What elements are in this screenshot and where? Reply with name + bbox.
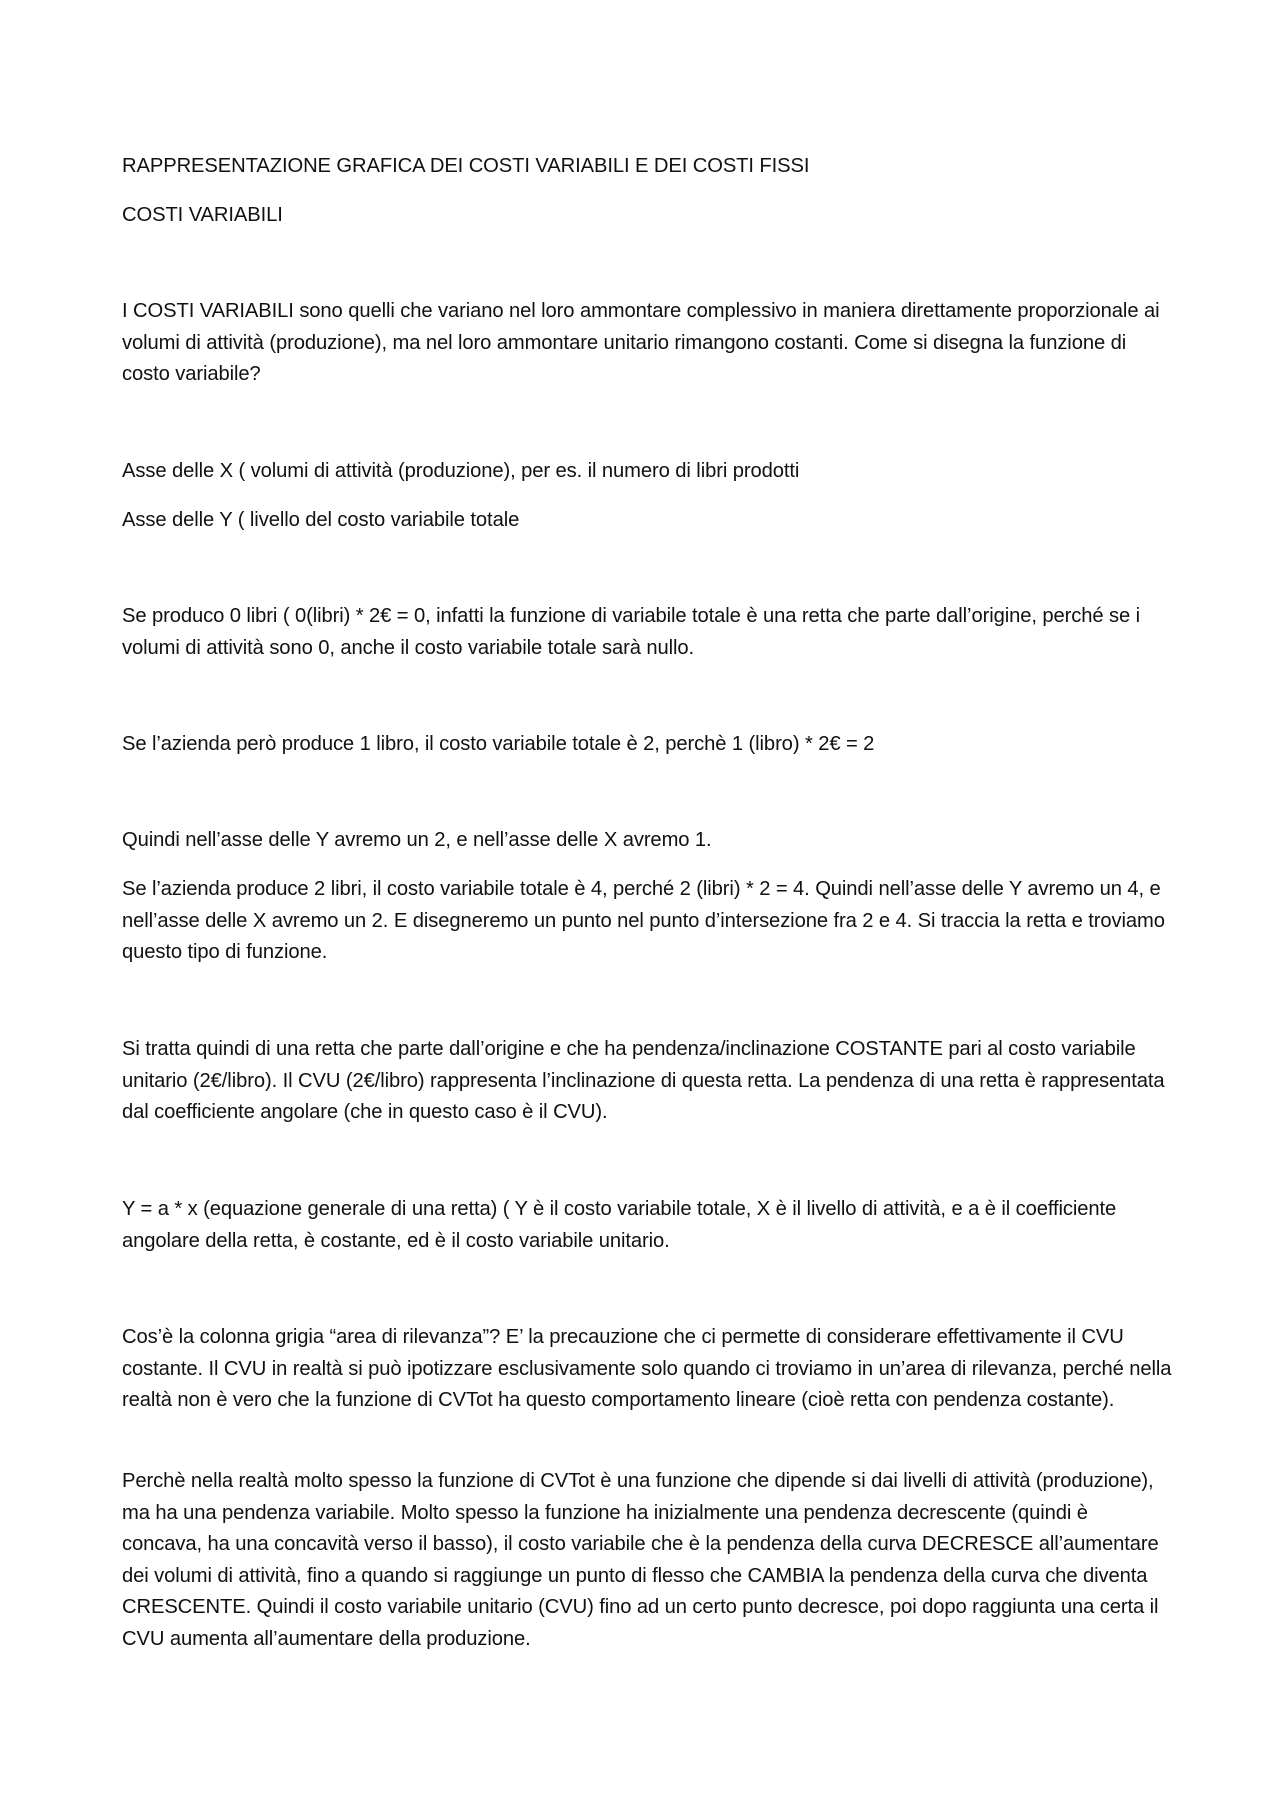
paragraph-one-book: Se l’azienda però produce 1 libro, il costo variabile totale è 2, perchè 1 (libro) * 2€ = 2: [122, 733, 875, 755]
document-page: [122, 0, 1172, 1811]
paragraph-variable-slope: Perchè nella realtà molto spesso la funzione di CVTot è una funzione che dipende si dai livelli di attività (produzione), ma ha una pendenza variabile. Molto spesso la funzione ha inizialmente una pendenza decrescente (quindi è concava, ha una concavità verso il basso), il costo variabile che è la pendenza della curva DECRESCE all’aumentare dei volumi di attività, fino a quando si raggiunge un punto di flesso che CAMBIA la pendenza della curva che diventa CRESCENTE. Quindi il costo variabile unitario (CVU) fino ad un certo punto decresce, poi dopo raggiunta una certa il CVU aumenta all’aumentare della produzione.: [122, 1470, 1159, 1650]
document-title: RAPPRESENTAZIONE GRAFICA DEI COSTI VARIABILI E DEI COSTI FISSI: [122, 155, 810, 177]
section-heading: COSTI VARIABILI: [122, 204, 283, 226]
paragraph-definition: I COSTI VARIABILI sono quelli che variano nel loro ammontare complessivo in maniera direttamente proporzionale ai volumi di attività (produzione), ma nel loro ammontare unitario rimangono costanti. Come si disegna la funzione di costo variabile?: [122, 300, 1160, 385]
paragraph-y-axis: Asse delle Y ( livello del costo variabile totale: [122, 509, 520, 531]
paragraph-zero-books: Se produco 0 libri ( 0(libri) * 2€ = 0, infatti la funzione di variabile totale è una retta che parte dall’origine, perché se i volumi di attività sono 0, anche il costo variabile totale sarà nullo.: [122, 605, 1141, 659]
paragraph-two-books: Se l’azienda produce 2 libri, il costo variabile totale è 4, perché 2 (libri) * 2 = 4. Quindi nell’asse delle Y avremo un 4, e nell’asse delle X avremo un 2. E disegneremo un punto nel punto d’intersezione fra 2 e 4. Si traccia la retta e troviamo questo tipo di funzione.: [122, 878, 1165, 963]
paragraph-equation: Y = a * x (equazione generale di una retta) ( Y è il costo variabile totale, X è il livello di attività, e a è il coefficiente angolare della retta, è costante, ed è il costo variabile unitario.: [122, 1198, 1117, 1252]
paragraph-axes-values: Quindi nell’asse delle Y avremo un 2, e nell’asse delle X avremo 1.: [122, 829, 712, 851]
paragraph-relevance-area: Cos’è la colonna grigia “area di rilevanza”? E’ la precauzione che ci permette di considerare effettivamente il CVU costante. Il CVU in realtà si può ipotizzare esclusivamente solo quando ci troviamo in un’area di rilevanza, perché nella realtà non è vero che la funzione di CVTot ha questo comportamento lineare (cioè retta con pendenza costante).: [122, 1326, 1172, 1411]
paragraph-slope: Si tratta quindi di una retta che parte dall’origine e che ha pendenza/inclinazione COSTANTE pari al costo variabile unitario (2€/libro). Il CVU (2€/libro) rappresenta l’inclinazione di questa retta. La pendenza di una retta è rappresentata dal coefficiente angolare (che in questo caso è il CVU).: [122, 1038, 1165, 1123]
paragraph-x-axis: Asse delle X ( volumi di attività (produzione), per es. il numero di libri prodotti: [122, 460, 800, 482]
